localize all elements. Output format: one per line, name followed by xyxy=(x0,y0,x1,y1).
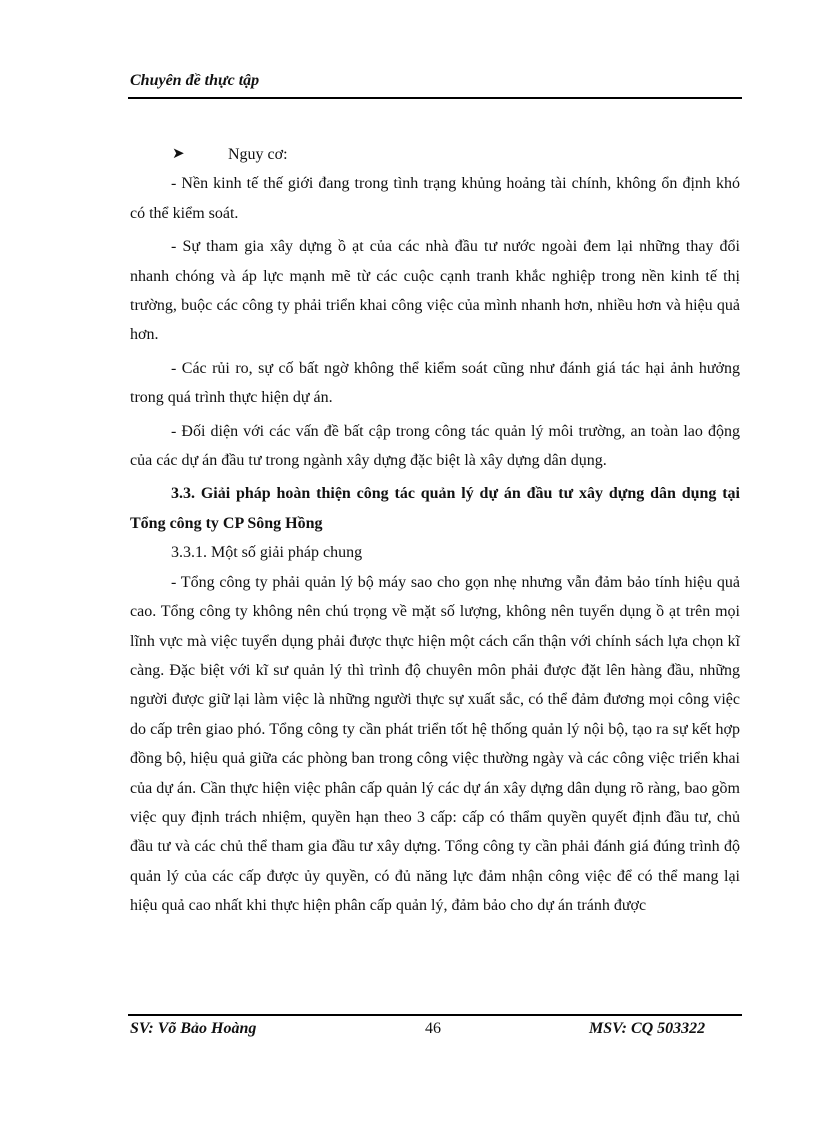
paragraph: - Các rủi ro, sự cố bất ngờ không thể kiểm soát cũng như đánh giá tác hại ảnh hưởng trong quá trình thực hiện dự án. xyxy=(130,359,740,407)
document-body xyxy=(130,140,740,921)
subsection-heading: 3.3.1. Một số giải pháp chung xyxy=(171,544,363,562)
paragraph: - Nền kinh tế thế giới đang trong tình trạng khủng hoảng tài chính, không ổn định khó có thể kiểm soát. xyxy=(130,175,740,222)
header-divider xyxy=(128,97,742,99)
paragraph: - Tổng công ty phải quản lý bộ máy sao cho gọn nhẹ nhưng vẫn đảm bảo tính hiệu quả cao. Tổng công ty không nên chú trọng về mặt số lượng, không nên tuyển dụng ồ ạt trên mọi lĩnh vực mà việc tuyển dụng phải được thực hiện một cách cẩn thận với chính sách lựa chọn kĩ càng. Đặc biệt với kĩ sư quản lý thì trình độ chuyên môn phải được đặt lên hàng đầu, những người được giữ lại làm việc là những người thực sự xuất sắc, có thể đảm đương mọi công việc do cấp trên giao phó. Tổng công ty cần phát triển tốt hệ thống quản lý nội bộ, tạo ra sự kết hợp đồng bộ, hiệu quả giữa các phòng ban trong công việc thường ngày và các công việc triển khai của dự án. Cần thực hiện việc phân cấp quản lý các dự án xây dựng dân dụng rõ ràng, bao gồm việc quy định trách nhiệm, quyền hạn theo 3 cấp: cấp có thẩm quyền quyết định đầu tư, chủ đầu tư và các chủ thể tham gia đầu tư xây dựng. Tổng công ty cần phải đánh giá đúng trình độ quản lý của các cấp được ủy quyền, có đủ năng lực đảm nhận công việc để có thể mang lại hiệu quả cao nhất khi thực hiện phân cấp quản lý, đảm bảo cho dự án tránh được xyxy=(130,573,740,915)
footer-divider xyxy=(128,1014,742,1016)
bullet-label: Nguy cơ: xyxy=(228,146,288,163)
section-heading: 3.3. Giải pháp hoàn thiện công tác quản lý dự án đầu tư xây dựng dân dụng tại Tổng công ty CP Sông Hồng xyxy=(130,485,740,532)
paragraph: - Đối diện với các vấn đề bất cập trong công tác quản lý môi trường, an toàn lao động của các dự án đầu tư trong ngành xây dựng đặc biệt là xây dựng dân dụng. xyxy=(130,422,740,470)
page-header-title: Chuyên đề thực tập xyxy=(130,72,260,89)
footer-student-name: SV: Võ Bảo Hoàng xyxy=(130,1020,257,1037)
page-number: 46 xyxy=(425,1020,441,1037)
footer-student-id: MSV: CQ 503322 xyxy=(589,1020,706,1037)
arrowhead-bullet-icon: ➤ xyxy=(172,146,185,162)
paragraph: - Sự tham gia xây dựng ồ ạt của các nhà đầu tư nước ngoài đem lại những thay đổi nhanh chóng và áp lực mạnh mẽ từ các cuộc cạnh tranh khắc nghiệp trong nền kinh tế thị trường, buộc các công ty phải triển khai công việc của mình nhanh hơn, nhiều hơn và hiệu quả hơn. xyxy=(130,238,740,344)
bullet-item xyxy=(130,140,740,169)
